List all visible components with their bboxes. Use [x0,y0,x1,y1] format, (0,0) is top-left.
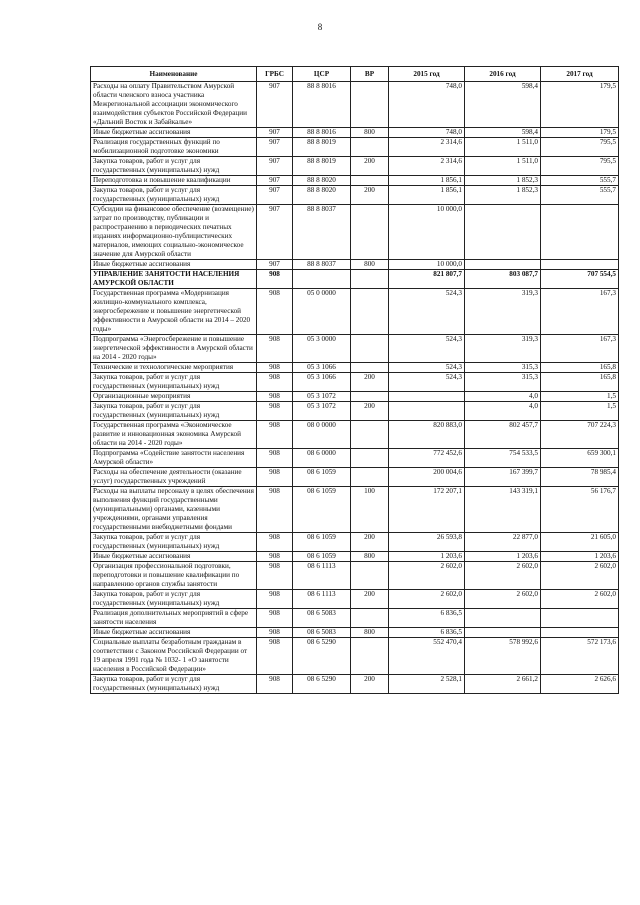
cell-2017: 165,8 [541,363,619,373]
cell-vr [351,82,389,128]
cell-csr: 08 0 0000 [293,421,351,449]
cell-grbs: 907 [257,157,293,176]
cell-2017 [541,628,619,638]
cell-grbs: 907 [257,176,293,186]
header-2016: 2016 год [465,67,541,82]
cell-name: Закупка товаров, работ и услуг для государственных (муниципальных) нужд [91,533,257,552]
cell-name: Подпрограмма «Энергосбережение и повышение энергетической эффективности в Амурской области на 2014 - 2020 годы» [91,335,257,363]
cell-vr [351,449,389,468]
cell-2015 [389,392,465,402]
cell-2015: 821 807,7 [389,270,465,289]
cell-name: Технические и технологические мероприятия [91,363,257,373]
table-row [91,590,619,609]
cell-vr [351,335,389,363]
cell-vr [351,205,389,260]
table-row [91,562,619,590]
cell-vr: 200 [351,186,389,205]
cell-2017: 21 605,0 [541,533,619,552]
cell-2016 [465,205,541,260]
cell-2015: 26 593,8 [389,533,465,552]
cell-2017: 795,5 [541,157,619,176]
cell-vr [351,363,389,373]
cell-name: Реализация дополнительных мероприятий в сфере занятости населения [91,609,257,628]
header-2017: 2017 год [541,67,619,82]
cell-2017 [541,205,619,260]
cell-2016: 598,4 [465,128,541,138]
cell-grbs: 908 [257,533,293,552]
cell-2017: 2 602,0 [541,590,619,609]
table-row [91,335,619,363]
cell-2016 [465,628,541,638]
table-row [91,82,619,128]
cell-csr: 88 8 8019 [293,157,351,176]
cell-2017: 795,5 [541,138,619,157]
cell-csr: 88 8 8037 [293,205,351,260]
cell-2016 [465,260,541,270]
cell-name: Социальные выплаты безработным гражданам в соответствии с Законом Российской Федерации от 19 апреля 1991 года № 1032- 1 «О занятости населения в Российской Федерации» [91,638,257,675]
table-row [91,675,619,694]
cell-2015: 524,3 [389,373,465,392]
cell-name: Переподготовка и повышение квалификации [91,176,257,186]
cell-2015: 772 452,6 [389,449,465,468]
cell-csr [293,270,351,289]
table-row [91,260,619,270]
cell-2016: 1 852,3 [465,186,541,205]
table-row [91,628,619,638]
cell-grbs: 908 [257,270,293,289]
cell-csr: 08 6 1059 [293,487,351,533]
cell-vr [351,289,389,335]
cell-name: Иные бюджетные ассигнования [91,552,257,562]
table-row [91,609,619,628]
cell-2016: 22 877,0 [465,533,541,552]
cell-name: Субсидии на финансовое обеспечение (возмещение) затрат по производству, публикации и распространению в периодических печатных изданиях информационно-публицистических материалов, имеющих социально-экономическое значение для Амурской области [91,205,257,260]
cell-vr [351,562,389,590]
cell-grbs: 907 [257,186,293,205]
cell-2015: 2 314,6 [389,157,465,176]
cell-2017: 707 554,5 [541,270,619,289]
cell-grbs: 908 [257,363,293,373]
cell-name: Закупка товаров, работ и услуг для государственных (муниципальных) нужд [91,590,257,609]
table-row [91,552,619,562]
cell-name: Организация профессиональной подготовки, переподготовки и повышение квалификации по направлению органов службы занятости [91,562,257,590]
cell-name: Иные бюджетные ассигнования [91,128,257,138]
page-number: 8 [317,22,323,32]
cell-csr: 88 8 8016 [293,128,351,138]
table-row [91,449,619,468]
cell-2015: 10 000,0 [389,260,465,270]
table-row [91,468,619,487]
cell-vr [351,421,389,449]
cell-vr [351,638,389,675]
cell-csr: 88 8 8020 [293,186,351,205]
cell-vr: 100 [351,487,389,533]
cell-csr: 08 6 0000 [293,449,351,468]
cell-grbs: 908 [257,487,293,533]
cell-2016: 2 602,0 [465,590,541,609]
cell-vr: 200 [351,590,389,609]
cell-2016: 2 661,2 [465,675,541,694]
cell-2017: 78 985,4 [541,468,619,487]
cell-vr [351,138,389,157]
table-body [91,82,619,694]
cell-2015: 524,3 [389,289,465,335]
cell-grbs: 908 [257,449,293,468]
cell-2015: 6 836,5 [389,628,465,638]
cell-grbs: 907 [257,138,293,157]
cell-csr: 88 8 8016 [293,82,351,128]
cell-vr [351,176,389,186]
cell-grbs: 908 [257,675,293,694]
cell-name: Организационные мероприятия [91,392,257,402]
table-header-row [91,67,619,82]
table-row [91,176,619,186]
cell-name: Закупка товаров, работ и услуг для государственных (муниципальных) нужд [91,675,257,694]
cell-2017: 165,8 [541,373,619,392]
cell-csr: 08 6 1059 [293,552,351,562]
cell-2015: 748,0 [389,82,465,128]
cell-csr: 08 6 5290 [293,638,351,675]
cell-csr: 08 6 1059 [293,468,351,487]
cell-vr: 800 [351,128,389,138]
cell-csr: 88 8 8019 [293,138,351,157]
cell-name: УПРАВЛЕНИЕ ЗАНЯТОСТИ НАСЕЛЕНИЯ АМУРСКОЙ ОБЛАСТИ [91,270,257,289]
cell-grbs: 908 [257,468,293,487]
cell-grbs: 908 [257,628,293,638]
cell-csr: 05 3 1072 [293,402,351,421]
table-row [91,138,619,157]
budget-table [90,66,619,694]
table-row [91,487,619,533]
cell-2017: 555,7 [541,186,619,205]
cell-grbs: 908 [257,590,293,609]
cell-csr: 08 6 1113 [293,590,351,609]
cell-2015: 2 528,1 [389,675,465,694]
cell-csr: 08 6 1059 [293,533,351,552]
cell-2016: 802 457,7 [465,421,541,449]
cell-grbs: 907 [257,82,293,128]
cell-csr: 05 0 0000 [293,289,351,335]
cell-2016: 167 399,7 [465,468,541,487]
cell-vr: 800 [351,552,389,562]
cell-vr [351,609,389,628]
cell-name: Расходы на выплаты персоналу в целях обеспечения выполнения функций государственными (муниципальными) органами, казенными учреждениями, органами управления государственными внебюджетными фондами [91,487,257,533]
cell-csr: 05 3 1072 [293,392,351,402]
cell-csr: 08 6 1113 [293,562,351,590]
table-row [91,421,619,449]
header-vr: ВР [351,67,389,82]
cell-2017: 56 176,7 [541,487,619,533]
cell-grbs: 908 [257,421,293,449]
cell-2015: 172 207,1 [389,487,465,533]
cell-2016: 1 852,3 [465,176,541,186]
cell-name: Закупка товаров, работ и услуг для государственных (муниципальных) нужд [91,402,257,421]
cell-2017: 167,3 [541,335,619,363]
cell-csr: 88 8 8037 [293,260,351,270]
cell-2017: 1 203,6 [541,552,619,562]
header-csr: ЦСР [293,67,351,82]
cell-2015: 6 836,5 [389,609,465,628]
cell-name: Закупка товаров, работ и услуг для государственных (муниципальных) нужд [91,186,257,205]
cell-2015: 524,3 [389,363,465,373]
cell-2015 [389,402,465,421]
table-row [91,363,619,373]
cell-2017: 555,7 [541,176,619,186]
cell-grbs: 908 [257,335,293,363]
cell-2016: 754 533,5 [465,449,541,468]
cell-2015: 748,0 [389,128,465,138]
cell-2017: 572 173,6 [541,638,619,675]
cell-2017: 1,5 [541,402,619,421]
table-row [91,205,619,260]
header-name: Наименование [91,67,257,82]
cell-csr: 08 6 5290 [293,675,351,694]
table-row [91,289,619,335]
cell-2017: 707 224,3 [541,421,619,449]
cell-grbs: 908 [257,638,293,675]
cell-grbs: 908 [257,289,293,335]
table-row [91,392,619,402]
cell-2016: 803 087,7 [465,270,541,289]
cell-vr: 800 [351,628,389,638]
table-row [91,270,619,289]
cell-csr: 08 6 5083 [293,628,351,638]
cell-name: Подпрограмма «Содействие занятости населения Амурской области» [91,449,257,468]
cell-2016: 598,4 [465,82,541,128]
cell-2015: 1 203,6 [389,552,465,562]
cell-2016: 578 992,6 [465,638,541,675]
cell-2016: 315,3 [465,373,541,392]
cell-name: Закупка товаров, работ и услуг для государственных (муниципальных) нужд [91,157,257,176]
cell-vr: 800 [351,260,389,270]
cell-csr: 05 3 0000 [293,335,351,363]
cell-name: Государственная программа «Экономическое развитие и инновационная экономика Амурской области на 2014 - 2020 годы» [91,421,257,449]
cell-2017: 179,5 [541,82,619,128]
cell-2016: 1 203,6 [465,552,541,562]
cell-vr: 200 [351,402,389,421]
cell-name: Расходы на оплату Правительством Амурской области членского взноса участника Межрегиональной ассоциации экономического взаимодействия субъектов Российской Федерации «Дальний Восток и Забайкалье» [91,82,257,128]
cell-2015: 1 856,1 [389,176,465,186]
cell-name: Реализация государственных функций по мобилизационной подготовке экономики [91,138,257,157]
cell-csr: 05 3 1066 [293,363,351,373]
cell-2016: 2 602,0 [465,562,541,590]
cell-grbs: 907 [257,128,293,138]
cell-2015: 10 000,0 [389,205,465,260]
cell-2015: 2 602,0 [389,590,465,609]
cell-grbs: 907 [257,260,293,270]
table-row [91,533,619,552]
cell-2016 [465,609,541,628]
table-row [91,402,619,421]
cell-2016: 1 511,0 [465,157,541,176]
cell-vr [351,392,389,402]
header-2015: 2015 год [389,67,465,82]
cell-2016: 4,0 [465,402,541,421]
cell-grbs: 908 [257,373,293,392]
cell-2016: 143 319,1 [465,487,541,533]
cell-grbs: 908 [257,392,293,402]
cell-2016: 319,3 [465,335,541,363]
cell-vr [351,468,389,487]
cell-2015: 2 602,0 [389,562,465,590]
cell-csr: 08 6 5083 [293,609,351,628]
cell-csr: 05 3 1066 [293,373,351,392]
cell-name: Закупка товаров, работ и услуг для государственных (муниципальных) нужд [91,373,257,392]
cell-2017: 167,3 [541,289,619,335]
cell-grbs: 907 [257,205,293,260]
header-grbs: ГРБС [257,67,293,82]
cell-2017: 179,5 [541,128,619,138]
cell-2017: 1,5 [541,392,619,402]
cell-vr: 200 [351,157,389,176]
cell-2016: 319,3 [465,289,541,335]
table-row [91,157,619,176]
cell-vr: 200 [351,533,389,552]
cell-2016: 4,0 [465,392,541,402]
cell-name: Государственная программа «Модернизация жилищно-коммунального комплекса, энергосбережение и повышение энергетической эффективности в Амурской области на 2014 – 2020 годы» [91,289,257,335]
table-row [91,128,619,138]
cell-2015: 820 883,0 [389,421,465,449]
cell-vr: 200 [351,675,389,694]
table-row [91,186,619,205]
cell-2015: 1 856,1 [389,186,465,205]
cell-2015: 524,3 [389,335,465,363]
table-row [91,638,619,675]
cell-name: Расходы на обеспечение деятельности (оказание услуг) государственных учреждений [91,468,257,487]
cell-grbs: 908 [257,402,293,421]
cell-2017 [541,609,619,628]
cell-grbs: 908 [257,562,293,590]
cell-2015: 2 314,6 [389,138,465,157]
cell-name: Иные бюджетные ассигнования [91,628,257,638]
table-row [91,373,619,392]
cell-2017: 659 300,1 [541,449,619,468]
cell-2017 [541,260,619,270]
cell-2015: 552 470,4 [389,638,465,675]
cell-grbs: 908 [257,552,293,562]
cell-vr: 200 [351,373,389,392]
cell-2016: 315,3 [465,363,541,373]
cell-2017: 2 602,0 [541,562,619,590]
cell-csr: 88 8 8020 [293,176,351,186]
cell-vr [351,270,389,289]
cell-2017: 2 626,6 [541,675,619,694]
cell-2016: 1 511,0 [465,138,541,157]
cell-name: Иные бюджетные ассигнования [91,260,257,270]
cell-grbs: 908 [257,609,293,628]
cell-2015: 200 004,6 [389,468,465,487]
